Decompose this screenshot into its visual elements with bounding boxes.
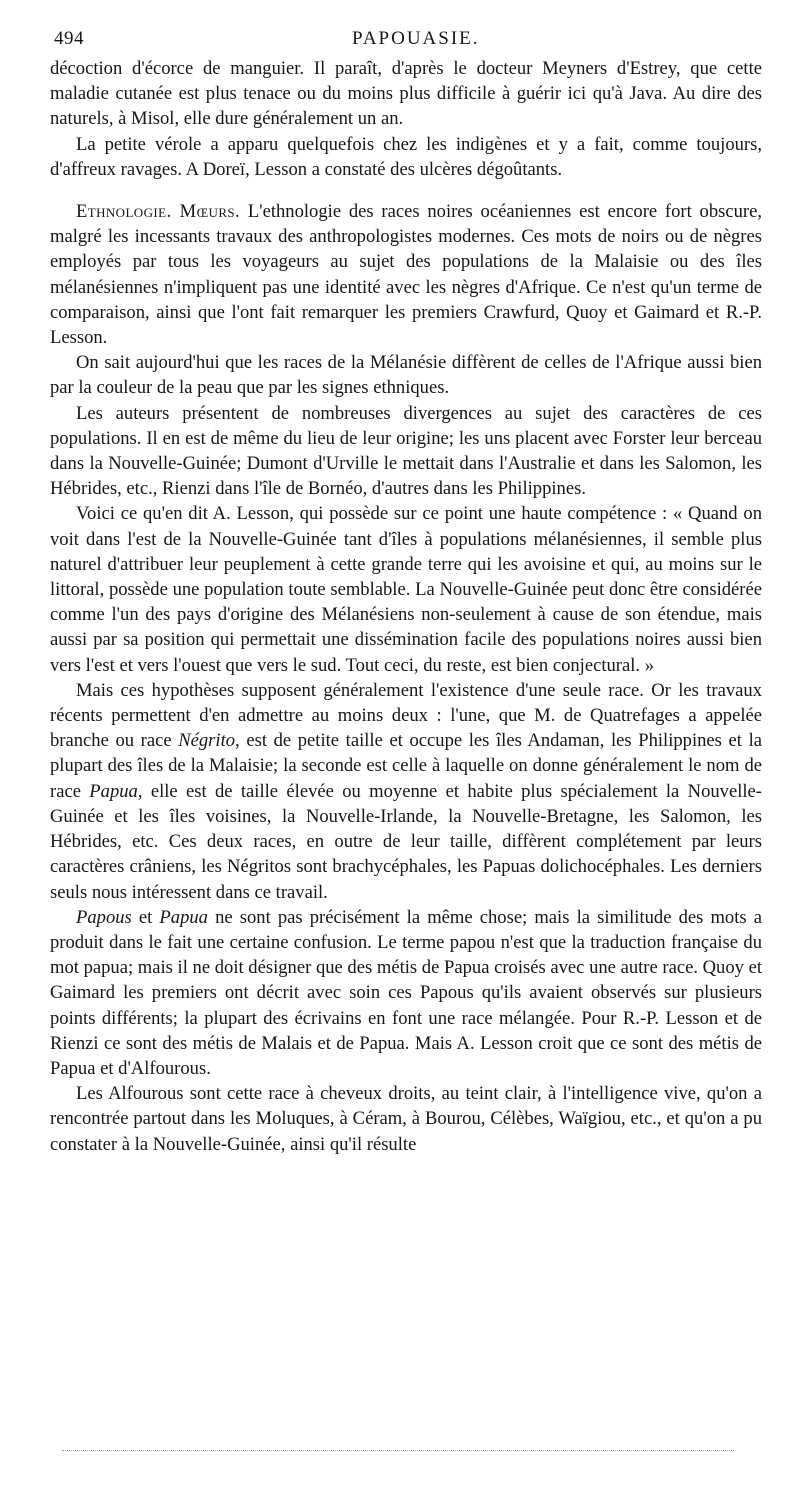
paragraph-papous	[50, 905, 762, 1081]
paragraph-races	[50, 678, 762, 905]
page-number: 494	[54, 28, 84, 49]
term-papous: Papous	[76, 906, 132, 928]
term-negrito: Négrito	[178, 730, 236, 752]
paragraph-continuation: décoction d'écorce de manguier. Il paraît, d'après le docteur Meyners d'Estrey, que cette maladie cutanée est plus tenace ou du moins plus difficile à guérir ici qu'à Java. Au dire des naturels, à Misol, elle dure généralement un an.	[50, 58, 762, 130]
paragraph-alfourous: Les Alfourous sont cette race à cheveux droits, au teint clair, à l'intelligence vive, qu'on a rencontrée partout dans les Moluques, à Céram, à Bourou, Célèbes, Waïgiou, etc., et qu'on a pu constater à la Nouvelle-Guinée, ainsi qu'il résulte	[50, 1083, 762, 1155]
paragraph-melanesia: On sait aujourd'hui que les races de la Mélanésie diffèrent de celles de l'Afrique aussi bien par la couleur de la peau que par les signes ethniques.	[50, 352, 762, 399]
paragraph-lesson-quote: Voici ce qu'en dit A. Lesson, qui possède sur ce point une haute compétence : « Quand on voit dans l'est de la Nouvelle-Guinée tant d'îles à populations mélanésiennes, il semble plus naturel d'attribuer leur peuplement à cette grande terre qui les avoisine et qui, au moins sur le littoral, possède une population toute semblable. La Nouvelle-Guinée peut donc être considérée comme l'un des pays d'origine des Mélanésiens non-seulement à cause de son étendue, mais aussi par sa position qui permettait une dissémination facile des populations noires aussi bien vers l'est et vers l'ouest que vers le sud. Tout ceci, du reste, est bien conjectural. »	[50, 503, 762, 676]
footer-rule	[62, 1450, 734, 1451]
paragraph-ethnology	[50, 199, 762, 350]
paragraph-ethnology-text: L'ethnologie des races noires océaniennes est encore fort obscure, malgré les incessants travaux des anthropologistes modernes. Ces mots de noirs ou de nègres employés par tous les voyageurs au sujet des populations de la Malaisie ou des îles mélanésiennes n'impliquent pas une identité avec les nègres d'Afrique. Ce n'est qu'un terme de comparaison, ainsi que l'ont fait remarquer les premiers Crawfurd, Quoy et Gaimard et R.-P. Lesson.	[50, 201, 762, 349]
papous-text: ne sont pas précisément la même chose; mais la similitude des mots a produit dans le fait une certaine confusion. Le terme papou n'est que la traduction française du mot papua; mais il ne doit désigner que des métis de Papua croisés avec une autre race. Quoy et Gaimard les premiers ont décrit avec soin ces Papous qu'ils avaient observés sur plusieurs points différents; la plupart des écrivains en font une race mélangée. Pour R.-P. Lesson et de Rienzi ce sont des métis de Malais et de Papua. Mais A. Lesson croit que ce sont des métis de Papua et d'Alfourous.	[50, 906, 763, 1079]
book-page	[50, 28, 762, 1157]
body-text	[50, 56, 762, 1157]
paragraph-smallpox: La petite vérole a apparu quelquefois chez les indigènes et y a fait, comme toujours, d'affreux ravages. A Doreï, Lesson a constaté des ulcères dégoûtants.	[50, 133, 762, 180]
term-papua-2: Papua	[159, 906, 208, 928]
term-papua: Papua	[89, 780, 138, 802]
races-text-3: , elle est de taille élevée ou moyenne et habite plus spécialement la Nouvelle-Guinée et les îles voisines, la Nouvelle-Irlande, la Nouvelle-Bretagne, les Salomon, les Hébrides, etc. Ces deux races, en outre de leur taille, diffèrent complétement par leurs caractères crâniens, les Négritos sont brachycéphales, les Papuas dolichocéphales. Les derniers seuls nous intéressent dans ce travail.	[50, 780, 762, 903]
section-heading: Ethnologie. Mœurs.	[76, 201, 241, 223]
races-text-2: , est de petite taille et occupe les îles Andaman, les Philippines et la plupart des îles de la Malaisie; la seconde est celle à laquelle on donne généralement le nom de race	[50, 730, 762, 802]
paragraph-authors: Les auteurs présentent de nombreuses divergences au sujet des caractères de ces populations. Il en est de même du lieu de leur origine; les uns placent avec Forster leur berceau dans la Nouvelle-Guinée; Dumont d'Urville le mettait dans l'Australie et dans les Salomon, les Hébrides, etc., Rienzi dans l'île de Bornéo, d'autres dans les Philippines.	[50, 402, 762, 500]
races-text-1: Mais ces hypothèses supposent généralement l'existence d'une seule race. Or les travaux récents permettent d'en admettre au moins deux : l'une, que M. de Quatrefages a appelée branche ou race	[50, 679, 762, 752]
papous-conjunction: et	[131, 906, 160, 928]
page-header	[50, 28, 762, 56]
running-title: PAPOUASIE.	[352, 28, 480, 49]
